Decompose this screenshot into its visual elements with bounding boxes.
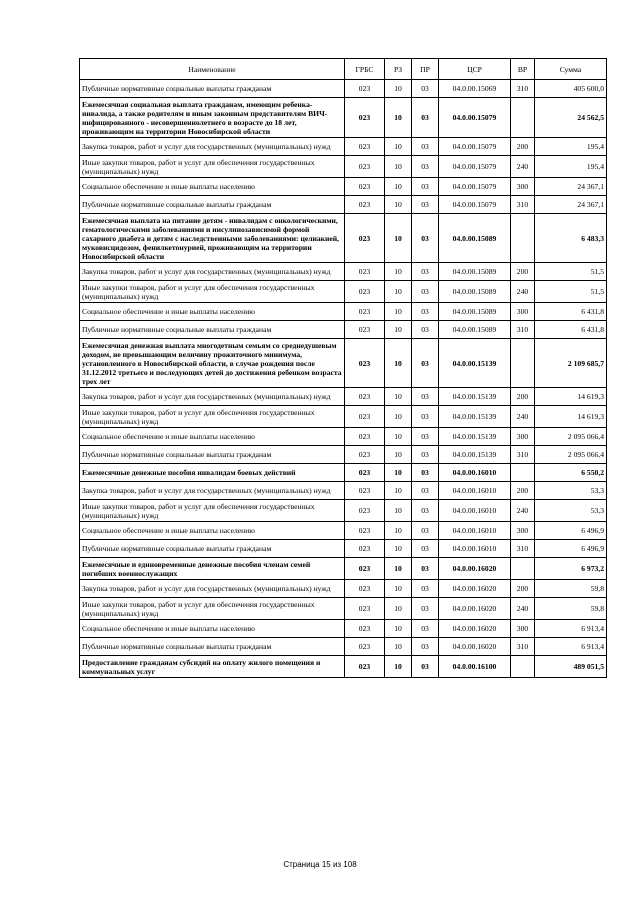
row-sum-cell: 51,5	[535, 281, 607, 303]
row-rz-cell: 10	[385, 464, 412, 482]
header-pr: ПР	[412, 59, 439, 80]
header-vr: ВР	[511, 59, 535, 80]
page-number: Страница 15 из 108	[283, 860, 357, 869]
row-csr-cell: 04.0.00.16020	[439, 620, 511, 638]
row-sum-cell: 2 095 066,4	[535, 446, 607, 464]
row-vr-cell: 310	[511, 80, 535, 98]
row-rz-cell: 10	[385, 638, 412, 656]
row-name-cell: Иные закупки товаров, работ и услуг для обеспечения государственных (муниципальных) нужд	[80, 156, 345, 178]
table-row	[80, 406, 607, 428]
row-csr-cell: 04.0.00.15139	[439, 388, 511, 406]
row-name-cell: Социальное обеспечение и иные выплаты населению	[80, 620, 345, 638]
table-row	[80, 522, 607, 540]
row-grbs-cell: 023	[345, 214, 385, 263]
row-name-cell: Иные закупки товаров, работ и услуг для обеспечения государственных (муниципальных) нужд	[80, 406, 345, 428]
row-sum-cell: 14 619,3	[535, 388, 607, 406]
row-vr-cell: 310	[511, 540, 535, 558]
table-body	[80, 80, 607, 678]
row-pr-cell: 03	[412, 156, 439, 178]
row-csr-cell: 04.0.00.15139	[439, 446, 511, 464]
row-pr-cell: 03	[412, 598, 439, 620]
row-pr-cell: 03	[412, 339, 439, 388]
row-vr-cell: 310	[511, 196, 535, 214]
row-csr-cell: 04.0.00.15089	[439, 321, 511, 339]
row-grbs-cell: 023	[345, 558, 385, 580]
row-pr-cell: 03	[412, 428, 439, 446]
row-csr-cell: 04.0.00.16010	[439, 540, 511, 558]
row-pr-cell: 03	[412, 98, 439, 138]
row-csr-cell: 04.0.00.15069	[439, 80, 511, 98]
table-row	[80, 464, 607, 482]
row-vr-cell: 300	[511, 303, 535, 321]
row-name-cell: Ежемесячные и единовременные денежные пособия членам семей погибших военнослужащих	[80, 558, 345, 580]
header-csr: ЦСР	[439, 59, 511, 80]
row-vr-cell: 200	[511, 263, 535, 281]
row-vr-cell: 300	[511, 620, 535, 638]
table-row	[80, 558, 607, 580]
row-sum-cell: 59,8	[535, 580, 607, 598]
row-vr-cell: 300	[511, 522, 535, 540]
row-sum-cell: 6 913,4	[535, 620, 607, 638]
row-csr-cell: 04.0.00.15089	[439, 303, 511, 321]
row-rz-cell: 10	[385, 281, 412, 303]
row-grbs-cell: 023	[345, 464, 385, 482]
table-row	[80, 620, 607, 638]
row-pr-cell: 03	[412, 406, 439, 428]
row-grbs-cell: 023	[345, 428, 385, 446]
row-grbs-cell: 023	[345, 540, 385, 558]
row-pr-cell: 03	[412, 558, 439, 580]
row-name-cell: Ежемесячные денежные пособия инвалидам боевых действий	[80, 464, 345, 482]
row-vr-cell: 200	[511, 138, 535, 156]
row-csr-cell: 04.0.00.15079	[439, 98, 511, 138]
row-grbs-cell: 023	[345, 339, 385, 388]
row-sum-cell: 6 431,8	[535, 321, 607, 339]
row-name-cell: Публичные нормативные социальные выплаты гражданам	[80, 321, 345, 339]
row-pr-cell: 03	[412, 281, 439, 303]
row-name-cell: Закупка товаров, работ и услуг для государственных (муниципальных) нужд	[80, 138, 345, 156]
row-sum-cell: 14 619,3	[535, 406, 607, 428]
table-row	[80, 580, 607, 598]
row-csr-cell: 04.0.00.16020	[439, 598, 511, 620]
row-rz-cell: 10	[385, 598, 412, 620]
row-grbs-cell: 023	[345, 281, 385, 303]
row-grbs-cell: 023	[345, 303, 385, 321]
row-vr-cell: 200	[511, 580, 535, 598]
row-pr-cell: 03	[412, 214, 439, 263]
header-sum: Сумма	[535, 59, 607, 80]
row-name-cell: Иные закупки товаров, работ и услуг для обеспечения государственных (муниципальных) нужд	[80, 500, 345, 522]
row-name-cell: Социальное обеспечение и иные выплаты населению	[80, 428, 345, 446]
table-row	[80, 321, 607, 339]
row-grbs-cell: 023	[345, 638, 385, 656]
row-vr-cell: 300	[511, 178, 535, 196]
row-csr-cell: 04.0.00.16020	[439, 638, 511, 656]
row-name-cell: Ежемесячная денежная выплата многодетным семьям со среднедушевым доходом, не превышающим величину прожиточного минимума, установленного в Новосибирской области, в случае рождения после 31.12.2012 третьего и последующих детей до достижения ребенком возраста трех лет	[80, 339, 345, 388]
row-vr-cell	[511, 98, 535, 138]
row-name-cell: Публичные нормативные социальные выплаты гражданам	[80, 80, 345, 98]
table-row	[80, 178, 607, 196]
row-sum-cell: 6 550,2	[535, 464, 607, 482]
row-rz-cell: 10	[385, 263, 412, 281]
row-pr-cell: 03	[412, 464, 439, 482]
row-csr-cell: 04.0.00.15089	[439, 214, 511, 263]
row-grbs-cell: 023	[345, 620, 385, 638]
row-sum-cell: 51,5	[535, 263, 607, 281]
row-name-cell: Социальное обеспечение и иные выплаты населению	[80, 178, 345, 196]
row-pr-cell: 03	[412, 303, 439, 321]
row-rz-cell: 10	[385, 428, 412, 446]
row-name-cell: Предоставление гражданам субсидий на оплату жилого помещения и коммунальных услуг	[80, 656, 345, 678]
row-pr-cell: 03	[412, 638, 439, 656]
row-grbs-cell: 023	[345, 263, 385, 281]
row-grbs-cell: 023	[345, 482, 385, 500]
row-rz-cell: 10	[385, 214, 412, 263]
row-sum-cell: 195,4	[535, 156, 607, 178]
row-sum-cell: 6 483,3	[535, 214, 607, 263]
table-row	[80, 303, 607, 321]
table-row	[80, 214, 607, 263]
row-vr-cell	[511, 558, 535, 580]
row-name-cell: Публичные нормативные социальные выплаты гражданам	[80, 446, 345, 464]
row-grbs-cell: 023	[345, 98, 385, 138]
table-row	[80, 446, 607, 464]
row-rz-cell: 10	[385, 620, 412, 638]
row-name-cell: Иные закупки товаров, работ и услуг для обеспечения государственных (муниципальных) нужд	[80, 281, 345, 303]
row-vr-cell: 300	[511, 428, 535, 446]
table-row	[80, 263, 607, 281]
row-rz-cell: 10	[385, 156, 412, 178]
row-rz-cell: 10	[385, 178, 412, 196]
row-vr-cell: 240	[511, 406, 535, 428]
row-sum-cell: 6 431,8	[535, 303, 607, 321]
table-row	[80, 598, 607, 620]
row-pr-cell: 03	[412, 540, 439, 558]
row-csr-cell: 04.0.00.16100	[439, 656, 511, 678]
row-csr-cell: 04.0.00.15079	[439, 178, 511, 196]
row-vr-cell	[511, 656, 535, 678]
row-pr-cell: 03	[412, 178, 439, 196]
row-rz-cell: 10	[385, 339, 412, 388]
table-row	[80, 80, 607, 98]
row-pr-cell: 03	[412, 580, 439, 598]
row-vr-cell: 310	[511, 446, 535, 464]
row-csr-cell: 04.0.00.15079	[439, 156, 511, 178]
row-rz-cell: 10	[385, 482, 412, 500]
row-csr-cell: 04.0.00.16010	[439, 522, 511, 540]
row-sum-cell: 53,3	[535, 500, 607, 522]
row-grbs-cell: 023	[345, 446, 385, 464]
row-pr-cell: 03	[412, 196, 439, 214]
row-sum-cell: 59,8	[535, 598, 607, 620]
table-header-row	[80, 59, 607, 80]
row-csr-cell: 04.0.00.15089	[439, 281, 511, 303]
row-vr-cell	[511, 339, 535, 388]
row-rz-cell: 10	[385, 522, 412, 540]
row-csr-cell: 04.0.00.16010	[439, 464, 511, 482]
row-pr-cell: 03	[412, 446, 439, 464]
table-row	[80, 500, 607, 522]
table-row	[80, 138, 607, 156]
row-grbs-cell: 023	[345, 406, 385, 428]
row-sum-cell: 405 600,0	[535, 80, 607, 98]
row-vr-cell: 240	[511, 156, 535, 178]
row-rz-cell: 10	[385, 80, 412, 98]
table-row	[80, 482, 607, 500]
table-row	[80, 156, 607, 178]
row-vr-cell	[511, 214, 535, 263]
row-pr-cell: 03	[412, 263, 439, 281]
row-name-cell: Закупка товаров, работ и услуг для государственных (муниципальных) нужд	[80, 580, 345, 598]
row-csr-cell: 04.0.00.15079	[439, 196, 511, 214]
row-sum-cell: 195,4	[535, 138, 607, 156]
table-row	[80, 98, 607, 138]
row-sum-cell: 6 913,4	[535, 638, 607, 656]
row-rz-cell: 10	[385, 388, 412, 406]
row-grbs-cell: 023	[345, 656, 385, 678]
row-rz-cell: 10	[385, 138, 412, 156]
row-vr-cell: 200	[511, 388, 535, 406]
row-rz-cell: 10	[385, 446, 412, 464]
table-row	[80, 428, 607, 446]
row-sum-cell: 489 051,5	[535, 656, 607, 678]
row-grbs-cell: 023	[345, 388, 385, 406]
row-csr-cell: 04.0.00.16010	[439, 500, 511, 522]
row-csr-cell: 04.0.00.15139	[439, 428, 511, 446]
row-sum-cell: 6 496,9	[535, 540, 607, 558]
row-sum-cell: 2 109 685,7	[535, 339, 607, 388]
row-grbs-cell: 023	[345, 500, 385, 522]
row-vr-cell: 310	[511, 321, 535, 339]
row-name-cell: Иные закупки товаров, работ и услуг для обеспечения государственных (муниципальных) нужд	[80, 598, 345, 620]
row-rz-cell: 10	[385, 500, 412, 522]
row-grbs-cell: 023	[345, 138, 385, 156]
row-pr-cell: 03	[412, 620, 439, 638]
header-rz: РЗ	[385, 59, 412, 80]
row-name-cell: Публичные нормативные социальные выплаты гражданам	[80, 540, 345, 558]
row-pr-cell: 03	[412, 80, 439, 98]
row-name-cell: Закупка товаров, работ и услуг для государственных (муниципальных) нужд	[80, 482, 345, 500]
row-grbs-cell: 023	[345, 156, 385, 178]
row-rz-cell: 10	[385, 98, 412, 138]
row-grbs-cell: 023	[345, 522, 385, 540]
row-pr-cell: 03	[412, 522, 439, 540]
row-rz-cell: 10	[385, 321, 412, 339]
row-rz-cell: 10	[385, 540, 412, 558]
table-row	[80, 196, 607, 214]
row-name-cell: Социальное обеспечение и иные выплаты населению	[80, 303, 345, 321]
row-rz-cell: 10	[385, 196, 412, 214]
row-vr-cell: 200	[511, 482, 535, 500]
row-sum-cell: 2 095 066,4	[535, 428, 607, 446]
row-csr-cell: 04.0.00.15139	[439, 339, 511, 388]
row-name-cell: Публичные нормативные социальные выплаты гражданам	[80, 196, 345, 214]
header-grbs: ГРБС	[345, 59, 385, 80]
row-sum-cell: 24 562,5	[535, 98, 607, 138]
table-row	[80, 638, 607, 656]
row-pr-cell: 03	[412, 656, 439, 678]
row-grbs-cell: 023	[345, 196, 385, 214]
row-grbs-cell: 023	[345, 178, 385, 196]
row-name-cell: Закупка товаров, работ и услуг для государственных (муниципальных) нужд	[80, 263, 345, 281]
row-sum-cell: 6 973,2	[535, 558, 607, 580]
row-grbs-cell: 023	[345, 580, 385, 598]
row-sum-cell: 6 496,9	[535, 522, 607, 540]
row-vr-cell: 240	[511, 598, 535, 620]
row-rz-cell: 10	[385, 656, 412, 678]
row-vr-cell	[511, 464, 535, 482]
row-pr-cell: 03	[412, 482, 439, 500]
row-grbs-cell: 023	[345, 321, 385, 339]
table-row	[80, 656, 607, 678]
budget-table	[79, 58, 607, 678]
row-sum-cell: 53,3	[535, 482, 607, 500]
row-vr-cell: 240	[511, 500, 535, 522]
row-rz-cell: 10	[385, 580, 412, 598]
table-row	[80, 339, 607, 388]
row-grbs-cell: 023	[345, 598, 385, 620]
row-vr-cell: 240	[511, 281, 535, 303]
row-rz-cell: 10	[385, 303, 412, 321]
table-row	[80, 388, 607, 406]
row-pr-cell: 03	[412, 500, 439, 522]
row-csr-cell: 04.0.00.16010	[439, 482, 511, 500]
row-csr-cell: 04.0.00.15089	[439, 263, 511, 281]
header-name: Наименование	[80, 59, 345, 80]
row-grbs-cell: 023	[345, 80, 385, 98]
table-row	[80, 281, 607, 303]
row-name-cell: Социальное обеспечение и иные выплаты населению	[80, 522, 345, 540]
row-name-cell: Ежемесячная выплата на питание детям - инвалидам с онкологическими, гематологическими заболеваниями и инсулинозависимой формой сахарного диабета и детям с наследственными заболеваниями: целиакией, муковисцидозом, фенилкетонурией, проживающим на территории Новосибирской области	[80, 214, 345, 263]
row-csr-cell: 04.0.00.16020	[439, 580, 511, 598]
row-pr-cell: 03	[412, 388, 439, 406]
row-rz-cell: 10	[385, 406, 412, 428]
row-csr-cell: 04.0.00.15079	[439, 138, 511, 156]
row-csr-cell: 04.0.00.15139	[439, 406, 511, 428]
row-sum-cell: 24 367,1	[535, 196, 607, 214]
row-sum-cell: 24 367,1	[535, 178, 607, 196]
row-name-cell: Публичные нормативные социальные выплаты гражданам	[80, 638, 345, 656]
row-pr-cell: 03	[412, 138, 439, 156]
row-name-cell: Закупка товаров, работ и услуг для государственных (муниципальных) нужд	[80, 388, 345, 406]
row-csr-cell: 04.0.00.16020	[439, 558, 511, 580]
row-rz-cell: 10	[385, 558, 412, 580]
row-vr-cell: 310	[511, 638, 535, 656]
table-row	[80, 540, 607, 558]
row-name-cell: Ежемесячная социальная выплата гражданам, имеющим ребенка-инвалида, а также родителям и иным законным представителям ВИЧ-инфицированного - несовершеннолетнего в возрасте до 18 лет, проживающим на территории Новосибирской области	[80, 98, 345, 138]
row-pr-cell: 03	[412, 321, 439, 339]
